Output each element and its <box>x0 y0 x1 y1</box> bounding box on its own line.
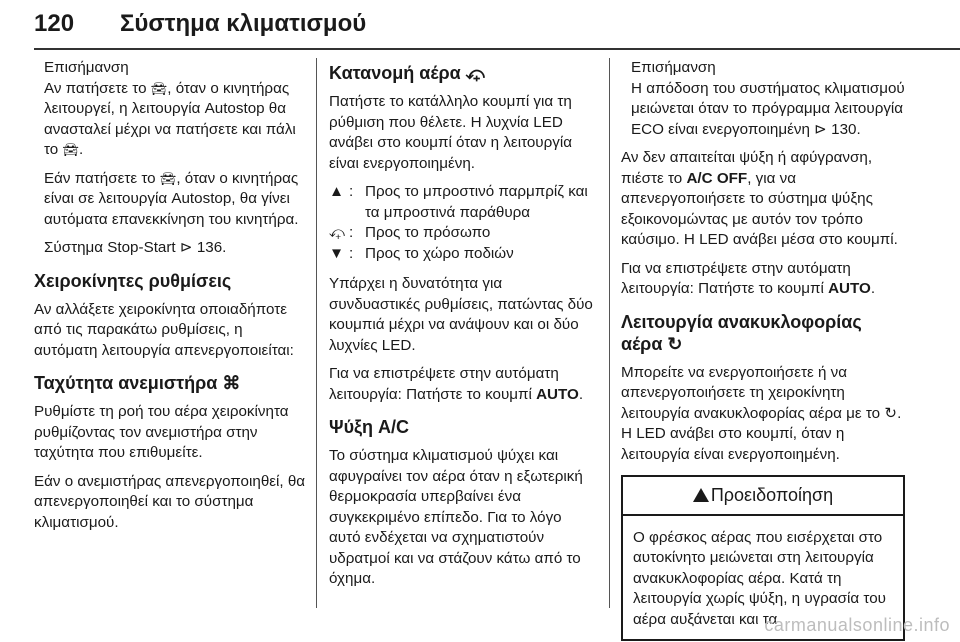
paragraph: Πατήστε το κατάλληλο κουμπί για τη ρύθμιση που θέλετε. Η λυχνία LED ανάβει στο κουμπί όταν η λειτουργία είναι ενεργοποιημένη. <box>329 93 572 172</box>
face-vent-icon: ⤽ <box>329 224 346 241</box>
car-stop-start-icon: 🚘︎ <box>150 80 168 96</box>
column-divider <box>316 58 317 608</box>
paragraph: Εάν πατήσετε το 🚘︎, όταν ο κινητήρας είναι σε λειτουργία Autostop, θα γίνει αυτόματα επανεκκίνηση του κινητήρα. <box>44 169 299 228</box>
car-stop-start-icon: 🚘︎ <box>159 170 177 186</box>
paragraph: Μπορείτε να ενεργοποιήσετε ή να απενεργοποιήσετε τη χειροκίνητη λειτουργία ανακυκλοφορίας αέρα με το ↻. Η LED ανάβει στο κουμπί, όταν η λειτουργία είναι ενεργοποιημένη. <box>621 363 902 463</box>
fan-icon: ⌘ <box>222 373 241 393</box>
paragraph: Το σύστημα κλιματισμού ψύχει και αφυγραίνει τον αέρα όταν η εξωτερική θερμοκρασία υπερβαίνει ένα συγκεκριμένο επίπεδο. Για το λόγο αυτό ενδέχεται να σχηματιστούν υδρατμοί και να στάζουν κάτω από το όχημα. <box>329 447 583 587</box>
heading-manual-settings: Χειροκίνητες ρυθμίσεις <box>34 270 232 291</box>
column-left <box>34 58 308 541</box>
auto-button-label: AUTO <box>536 385 579 403</box>
page-header <box>34 4 960 52</box>
heading-ac-cooling: Ψύξη A/C <box>329 417 410 437</box>
warning-text: Ο φρέσκος αέρας που εισέρχεται στο αυτοκίνητο μειώνεται στη λειτουργία ανακυκλοφορίας αέρα. Κατά τη λειτουργία χωρίς ψύξη, η υγρασία του αέρα αυξάνεται και τα <box>633 528 886 628</box>
note-text: Η απόδοση του συστήματος κλιματισμού μειώνεται όταν το πρόγραμμα λειτουργία ECO είναι ενεργοποιημένη ⊳ 130. <box>631 79 905 138</box>
note-text: Αν πατήσετε το 🚘︎, όταν ο κινητήρας λειτουργεί, η λειτουργία Autostop θα ανασταλεί μέχρι να πατήσετε και πάλι το 🚘︎. <box>44 79 308 161</box>
warning-header: Προειδοποίηση <box>623 477 903 516</box>
column-divider <box>609 58 610 608</box>
paragraph: Για να επιστρέψετε στην αυτόματη λειτουργία: Πατήστε το κουμπί AUTO. <box>329 365 584 403</box>
list-item: ▲ : Προς το μπροστινό παρμπρίζ και τα μπροστινά παράθυρα <box>329 182 597 223</box>
recirculation-icon: ↻ <box>667 333 683 354</box>
list-item: ⤽ : Προς το πρόσωπο <box>329 223 597 244</box>
paragraph: Εάν ο ανεμιστήρας απενεργοποιηθεί, θα απενεργοποιηθεί και το σύστημα κλιματισμού. <box>34 472 306 531</box>
note-label: Επισήμανση <box>44 59 129 76</box>
watermark: carmanualsonline.info <box>764 615 950 635</box>
ac-off-button-label: A/C OFF <box>686 169 748 187</box>
column-right <box>621 58 905 641</box>
auto-button-label: AUTO <box>828 280 871 297</box>
paragraph: Αν δεν απαιτείται ψύξη ή αφύγρανση, πιέστε το A/C OFF, για να απενεργοποιήσετε το σύστημα ψύξης εξοικονομώντας με αυτόν τον τρόπο καύσιμο. Η LED ανάβει μέσα στο κουμπί. <box>621 149 898 248</box>
paragraph: Για να επιστρέψετε στην αυτόματη λειτουργία: Πατήστε το κουμπί AUTO. <box>621 259 876 297</box>
note-box <box>34 58 308 161</box>
page-number: 120 <box>34 10 75 37</box>
air-distribution-list <box>329 182 597 264</box>
triangle-up-icon: ▲ <box>329 183 345 200</box>
page-title: Σύστημα κλιματισμού <box>120 10 367 37</box>
reference-arrow-icon: ⊳ <box>814 120 827 138</box>
heading-air-distribution: Κατανομή αέρα ⤽ <box>329 63 485 83</box>
warning-icon <box>693 488 709 502</box>
heading-fan-speed: Ταχύτητα ανεμιστήρα ⌘ <box>34 373 241 393</box>
header-rule <box>34 48 960 50</box>
list-item: ▼ : Προς το χώρο ποδιών <box>329 244 597 265</box>
paragraph: Ρυθμίστε τη ροή του αέρα χειροκίνητα ρυθμίζοντας τον ανεμιστήρα στην ταχύτητα που επιθυμείτε. <box>34 403 289 461</box>
heading-recirculation: Λειτουργία ανακυκλοφορίας αέρα ↻ <box>621 311 862 354</box>
triangle-down-icon: ▼ <box>329 244 345 262</box>
note-box <box>621 58 905 140</box>
air-distribution-icon: ⤽ <box>465 63 485 83</box>
paragraph: Υπάρχει η δυνατότητα για συνδυαστικές ρυθμίσεις, πατώντας δύο κουμπιά μέχρι να ανάψουν και οι δύο λυχνίες LED. <box>329 275 593 354</box>
car-stop-start-icon: 🚘︎ <box>62 142 79 157</box>
note-label: Επισήμανση <box>631 59 716 76</box>
paragraph: Αν αλλάξετε χειροκίνητα οποιαδήποτε από τις παρακάτω ρυθμίσεις, η αυτόματη λειτουργία απενεργοποιείται: <box>34 300 294 359</box>
reference-arrow-icon: ⊳ <box>179 239 193 256</box>
column-middle <box>329 58 597 598</box>
cross-reference: Σύστημα Stop-Start ⊳ 136. <box>44 239 227 256</box>
recirculation-icon: ↻ <box>884 404 898 422</box>
